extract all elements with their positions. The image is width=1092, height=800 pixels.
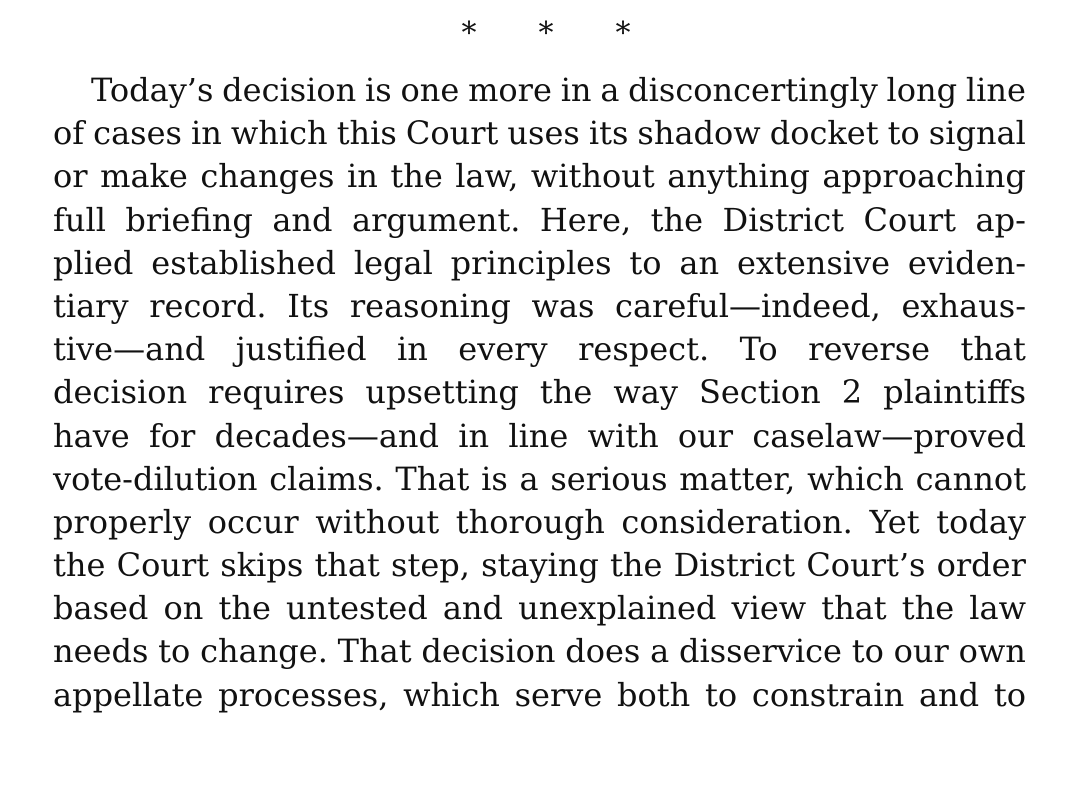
paragraph-word: District: [673, 546, 796, 585]
paragraph-word: justified: [235, 330, 367, 369]
paragraph-word: law: [969, 589, 1026, 628]
paragraph-word: Today’s: [91, 71, 214, 109]
paragraph-word: eviden-: [907, 243, 1026, 282]
paragraph-word: a: [600, 71, 620, 109]
section-separator: [0, 14, 1092, 54]
paragraph-word: the: [650, 200, 704, 239]
separator-asterisk: *: [538, 16, 554, 51]
paragraph-word: with: [587, 416, 659, 455]
paragraph-word: extensive: [736, 243, 891, 282]
paragraph-word: plied: [53, 243, 134, 282]
paragraph-word: which: [807, 459, 904, 498]
paragraph-word: view: [731, 589, 807, 628]
paragraph-word: one: [400, 71, 460, 109]
paragraph-word: 2: [841, 373, 863, 412]
paragraph-line: [53, 501, 1026, 544]
paragraph-word: for: [148, 416, 196, 455]
paragraph-word: own: [958, 632, 1026, 671]
paragraph-word: without: [315, 502, 440, 541]
paragraph-word: way: [613, 373, 678, 412]
paragraph-word: and: [918, 675, 980, 714]
paragraph-word: claims.: [269, 459, 384, 498]
paragraph-word: briefing: [125, 200, 253, 239]
paragraph-word: ap-: [975, 200, 1026, 239]
paragraph-word: To: [739, 330, 778, 369]
paragraph-word: long: [886, 71, 958, 109]
paragraph-word: and: [442, 589, 504, 628]
paragraph-word: staying: [481, 546, 599, 585]
paragraph-word: the: [610, 546, 663, 585]
paragraph-word: anything: [667, 157, 810, 196]
paragraph-word: of: [53, 114, 85, 153]
paragraph-word: does: [565, 632, 641, 671]
paragraph-word: and: [272, 200, 333, 239]
paragraph-word: to: [705, 675, 738, 714]
paragraph-word: Its: [287, 286, 330, 325]
paragraph-word: Yet: [869, 502, 920, 541]
paragraph-word: decision: [421, 632, 556, 671]
paragraph-word: Court: [116, 546, 210, 585]
paragraph-word: skips: [220, 546, 304, 585]
paragraph-word: an: [679, 243, 720, 282]
paragraph-word: is: [365, 71, 392, 109]
opinion-paragraph: [53, 69, 1026, 717]
paragraph-word: this: [336, 114, 397, 153]
paragraph-word: order: [936, 546, 1026, 585]
paragraph-word: a: [650, 632, 670, 671]
paragraph-word: that: [314, 546, 380, 585]
paragraph-word: changes: [200, 157, 335, 196]
paragraph-word: uses: [507, 114, 580, 153]
paragraph-word: decision: [222, 71, 357, 109]
paragraph-word: exhaus-: [901, 286, 1026, 325]
paragraph-word: without: [530, 157, 655, 196]
paragraph-word: line: [965, 71, 1026, 109]
paragraph-word: requires: [208, 373, 345, 412]
paragraph-word: reverse: [808, 330, 931, 369]
paragraph-word: line: [508, 416, 569, 455]
paragraph-word: Section: [698, 373, 821, 412]
paragraph-word: the: [218, 589, 271, 628]
paragraph-line: [53, 69, 1026, 112]
paragraph-word: to: [993, 675, 1026, 714]
paragraph-word: have: [53, 416, 130, 455]
paragraph-word: signal: [928, 114, 1026, 153]
paragraph-word: District: [722, 200, 845, 239]
paragraph-word: record.: [149, 286, 267, 325]
paragraph-word: a: [519, 459, 539, 498]
paragraph-word: unexplained: [518, 589, 717, 628]
paragraph-word: occur: [207, 502, 299, 541]
paragraph-word: law,: [455, 157, 519, 196]
paragraph-word: that: [960, 330, 1026, 369]
paragraph-word: respect.: [578, 330, 710, 369]
paragraph-word: Court’s: [806, 546, 926, 585]
paragraph-word: argument.: [351, 200, 521, 239]
paragraph-word: serious: [550, 459, 668, 498]
paragraph-word: plaintiffs: [883, 373, 1026, 412]
paragraph-word: the: [901, 589, 955, 628]
paragraph-word: tive—and: [53, 330, 206, 369]
paragraph-word: full: [53, 200, 106, 239]
paragraph-word: Court: [863, 200, 957, 239]
paragraph-line: [53, 328, 1026, 371]
paragraph-word: That: [337, 632, 412, 671]
paragraph-word: Court: [405, 114, 499, 153]
paragraph-line: [53, 199, 1026, 242]
paragraph-line: [53, 285, 1026, 328]
paragraph-word: our: [893, 632, 949, 671]
paragraph-word: both: [617, 675, 691, 714]
paragraph-word: on: [163, 589, 204, 628]
paragraph-word: approaching: [822, 157, 1026, 196]
paragraph-word: change.: [200, 632, 328, 671]
paragraph-word: in: [560, 71, 592, 109]
paragraph-word: in: [458, 416, 490, 455]
paragraph-word: disservice: [678, 632, 842, 671]
paragraph-word: which: [403, 675, 500, 714]
paragraph-word: careful—indeed,: [615, 286, 881, 325]
paragraph-word: make: [100, 157, 188, 196]
paragraph-word: to: [629, 243, 662, 282]
paragraph-word: That: [395, 459, 470, 498]
paragraph-word: vote-dilution: [53, 459, 258, 498]
paragraph-word: based: [53, 589, 149, 628]
paragraph-word: our: [677, 416, 734, 455]
paragraph-word: decades—and: [214, 416, 440, 455]
paragraph-word: consideration.: [621, 502, 853, 541]
paragraph-word: thorough: [455, 502, 605, 541]
paragraph-word: upsetting: [365, 373, 519, 412]
paragraph-line: [53, 415, 1026, 458]
paragraph-word: appellate: [53, 675, 204, 714]
paragraph-word: legal: [353, 243, 433, 282]
separator-asterisk: *: [461, 16, 477, 51]
paragraph-line: [53, 371, 1026, 414]
paragraph-word: docket: [769, 114, 879, 153]
paragraph-line: [53, 544, 1026, 587]
paragraph-word: today: [936, 502, 1026, 541]
separator-asterisk: *: [615, 16, 631, 51]
paragraph-word: every: [458, 330, 548, 369]
paragraph-word: needs: [53, 632, 149, 671]
paragraph-word: in: [190, 114, 222, 153]
paragraph-word: caselaw—proved: [752, 416, 1026, 455]
paragraph-word: the: [390, 157, 443, 196]
paragraph-line: [53, 458, 1026, 501]
paragraph-word: step,: [391, 546, 470, 585]
paragraph-word: or: [53, 157, 88, 196]
paragraph-word: cases: [93, 114, 182, 153]
paragraph-line: [53, 242, 1026, 285]
paragraph-line: [53, 155, 1026, 198]
paragraph-word: Here,: [539, 200, 632, 239]
paragraph-line: [53, 674, 1026, 717]
paragraph-word: was: [531, 286, 595, 325]
paragraph-word: shadow: [637, 114, 761, 153]
paragraph-word: constrain: [751, 675, 905, 714]
paragraph-word: more: [468, 71, 552, 109]
paragraph-word: to: [887, 114, 920, 153]
paragraph-word: to: [158, 632, 191, 671]
paragraph-word: cannot: [915, 459, 1026, 498]
paragraph-word: disconcertingly: [628, 71, 878, 109]
paragraph-word: serve: [514, 675, 603, 714]
paragraph-word: processes,: [218, 675, 389, 714]
paragraph-word: is: [481, 459, 508, 498]
paragraph-line: [53, 112, 1026, 155]
paragraph-word: in: [397, 330, 428, 369]
paragraph-line: [53, 630, 1026, 673]
paragraph-line: [53, 587, 1026, 630]
paragraph-word: matter,: [679, 459, 796, 498]
paragraph-word: properly: [53, 502, 192, 541]
paragraph-word: in: [346, 157, 378, 196]
paragraph-word: that: [821, 589, 887, 628]
paragraph-word: tiary: [53, 286, 129, 325]
paragraph-word: untested: [286, 589, 428, 628]
paragraph-word: its: [588, 114, 629, 153]
paragraph-word: principles: [450, 243, 612, 282]
paragraph-word: the: [539, 373, 593, 412]
paragraph-word: which: [230, 114, 328, 153]
paragraph-word: to: [851, 632, 884, 671]
paragraph-word: reasoning: [349, 286, 511, 325]
paragraph-word: established: [151, 243, 336, 282]
paragraph-word: the: [53, 546, 106, 585]
paragraph-word: decision: [53, 373, 188, 412]
